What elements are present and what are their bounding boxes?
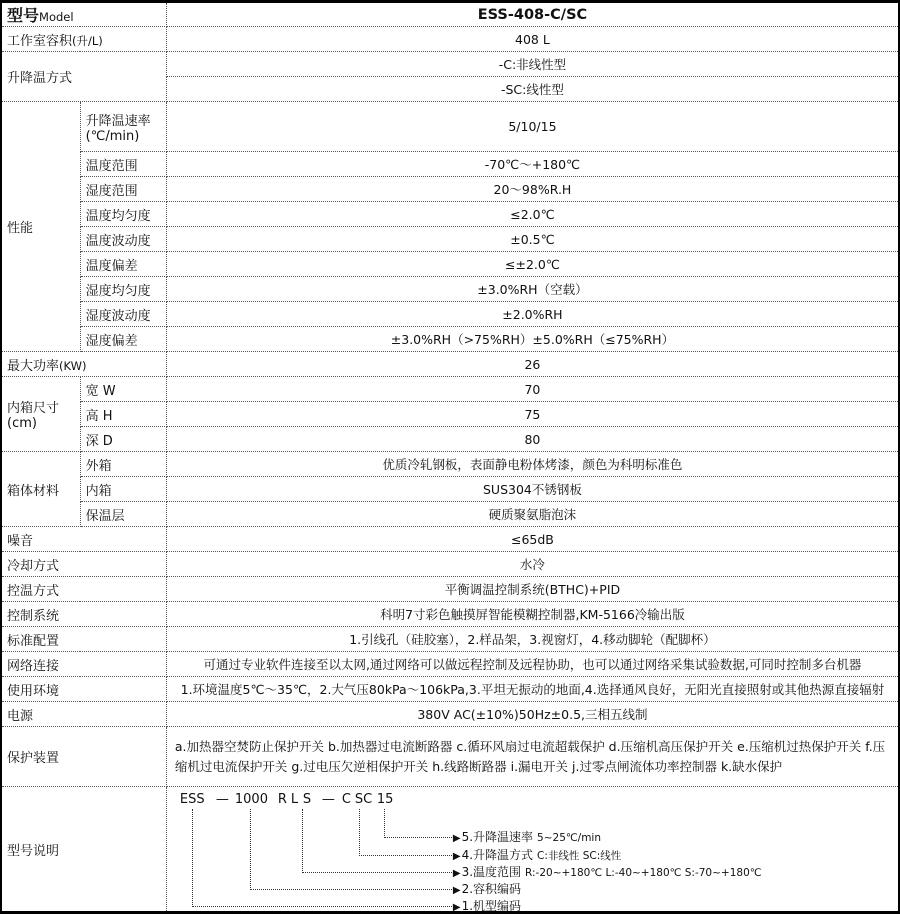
dim-height-label: 高 H xyxy=(80,402,166,427)
volume-value: 408 L xyxy=(166,27,899,52)
model-legend-label: 型号说明 xyxy=(1,787,166,913)
legend-3-text: 3.温度范围 xyxy=(461,865,522,879)
ramp-mode-value-1: -C:非线性型 xyxy=(166,52,899,77)
legend-4-detail: C:非线性 SC:线性 xyxy=(537,850,622,862)
perf-temp-fluctuation-label: 温度波动度 xyxy=(80,227,166,252)
arrow-icon: ▶ xyxy=(452,868,461,879)
arrow-icon: ▶ xyxy=(452,902,461,913)
row-power-supply xyxy=(1,702,899,727)
perf-temp-deviation-label: 温度偏差 xyxy=(80,252,166,277)
row-network xyxy=(1,652,899,677)
row-cooling xyxy=(1,552,899,577)
legend-5-text: 5.升降温速率 xyxy=(461,830,534,844)
perf-humi-uniformity-label: 湿度均匀度 xyxy=(80,277,166,302)
legend-3-detail: R:-20~+180℃ L:-40~+180℃ S:-70~+180℃ xyxy=(525,867,762,879)
row-perf-humi-uniformity xyxy=(1,277,899,302)
model-legend-cell xyxy=(166,787,899,913)
model-label-cn: 型号 xyxy=(7,6,40,25)
perf-rate-label-line1: 升降温速率 xyxy=(85,113,151,129)
row-perf-rate xyxy=(1,102,899,152)
performance-group-label: 性能 xyxy=(1,102,80,352)
row-material-insulation xyxy=(1,502,899,527)
volume-label-suffix: (升/L) xyxy=(72,33,103,48)
row-model xyxy=(1,2,899,27)
power-supply-label: 电源 xyxy=(1,702,166,727)
network-value: 可通过专业软件连接至以太网,通过网络可以做远程控制及远程协助，也可以通过网络采集试验数据,可同时控制多台机器 xyxy=(166,652,899,677)
perf-humi-range-label: 湿度范围 xyxy=(80,177,166,202)
model-label-cell xyxy=(1,2,166,27)
row-noise xyxy=(1,527,899,552)
legend-item-4 xyxy=(453,846,621,864)
material-inner-label: 内箱 xyxy=(80,477,166,502)
material-outer-label: 外箱 xyxy=(80,452,166,477)
perf-humi-fluctuation-label: 湿度波动度 xyxy=(80,302,166,327)
row-control-system xyxy=(1,602,899,627)
arrow-icon: ▶ xyxy=(452,885,461,896)
row-temp-control xyxy=(1,577,899,602)
material-insulation-label: 保温层 xyxy=(80,502,166,527)
perf-humi-fluctuation-value: ±2.0%RH xyxy=(166,302,899,327)
legend-item-2 xyxy=(453,880,521,898)
control-system-value: 科明7寸彩色触摸屏智能模糊控制器,KM-5166冷输出版 xyxy=(166,602,899,627)
noise-value: ≤65dB xyxy=(166,527,899,552)
code-r: R xyxy=(277,792,287,807)
material-inner-value: SUS304不锈钢板 xyxy=(166,477,899,502)
row-perf-humi-fluctuation xyxy=(1,302,899,327)
row-perf-temp-fluctuation xyxy=(1,227,899,252)
perf-humi-deviation-label: 湿度偏差 xyxy=(80,327,166,352)
max-power-label-cell xyxy=(1,352,166,377)
row-material-outer xyxy=(1,452,899,477)
temp-control-value: 平衡调温控制系统(BTHC)+PID xyxy=(166,577,899,602)
temp-control-label: 控温方式 xyxy=(1,577,166,602)
row-material-inner xyxy=(1,477,899,502)
perf-temp-uniformity-value: ≤2.0℃ xyxy=(166,202,899,227)
code-dash1: — xyxy=(215,792,229,807)
arrow-icon: ▶ xyxy=(452,851,461,862)
protection-label: 保护装置 xyxy=(1,727,166,787)
row-dim-height xyxy=(1,402,899,427)
standard-config-label: 标准配置 xyxy=(1,627,166,652)
dim-width-value: 70 xyxy=(166,377,899,402)
row-max-power xyxy=(1,352,899,377)
dims-label-line1: 内箱尺寸 xyxy=(7,401,60,416)
material-outer-value: 优质冷轧钢板，表面静电粉体烤漆，颜色为科明标准色 xyxy=(166,452,899,477)
model-label-en: Model xyxy=(39,10,74,24)
perf-humi-deviation-value: ±3.0%RH（>75%RH）±5.0%RH（≤75%RH） xyxy=(166,327,899,352)
dims-label-line2: (cm) xyxy=(7,416,37,431)
code-volume: 1000 xyxy=(234,792,268,807)
max-power-label-suffix: (KW) xyxy=(59,358,87,373)
perf-rate-label xyxy=(80,102,166,152)
row-ramp-mode-1 xyxy=(1,52,899,77)
dim-depth-label: 深 D xyxy=(80,427,166,452)
protection-value: a.加热器空焚防止保护开关 b.加热器过电流断路器 c.循环风扇过电流超载保护 d.压缩机高压保护开关 e.压缩机过热保护开关 f.压缩机过电流保护开关 g.过电压欠逆相保护开关 h.线路断路器 i.漏电开关 j.过零点闸流体功率控制器 k.缺水保护 xyxy=(166,727,899,787)
perf-temp-deviation-value: ≤±2.0℃ xyxy=(166,252,899,277)
materials-group-label: 箱体材料 xyxy=(1,452,80,527)
noise-label: 噪音 xyxy=(1,527,166,552)
ramp-mode-label: 升降温方式 xyxy=(1,52,166,102)
row-perf-temp-uniformity xyxy=(1,202,899,227)
code-dash2: — xyxy=(321,792,335,807)
legend-item-1 xyxy=(453,897,521,913)
code-s: S xyxy=(302,792,312,807)
dims-group-label xyxy=(1,377,80,452)
cooling-label: 冷却方式 xyxy=(1,552,166,577)
row-perf-humi-range xyxy=(1,177,899,202)
row-perf-temp-deviation xyxy=(1,252,899,277)
row-protection xyxy=(1,727,899,787)
volume-label-cell xyxy=(1,27,166,52)
ramp-mode-value-2: -SC:线性型 xyxy=(166,77,899,102)
row-dim-depth xyxy=(1,427,899,452)
code-prefix: ESS xyxy=(179,792,205,807)
code-sc: SC xyxy=(354,792,373,807)
control-system-label: 控制系统 xyxy=(1,602,166,627)
arrow-icon: ▶ xyxy=(452,833,461,844)
legend-5-detail: 5~25℃/min xyxy=(537,832,602,844)
cooling-value: 水冷 xyxy=(166,552,899,577)
standard-config-value: 1.引线孔（硅胶塞），2.样品架，3.视窗灯，4.移动脚轮（配脚杯） xyxy=(166,627,899,652)
code-c: C xyxy=(341,792,351,807)
model-code-diagram xyxy=(167,787,898,911)
legend-item-5 xyxy=(453,828,601,846)
code-rate: 15 xyxy=(376,792,394,807)
power-supply-value: 380V AC(±10%)50Hz±0.5,三相五线制 xyxy=(166,702,899,727)
perf-temp-range-label: 温度范围 xyxy=(80,152,166,177)
perf-rate-label-line2: (℃/min) xyxy=(85,128,140,144)
volume-label: 工作室容积 xyxy=(7,33,73,49)
network-label: 网络连接 xyxy=(1,652,166,677)
row-model-legend xyxy=(1,787,899,913)
legend-1-text: 1.机型编码 xyxy=(461,899,522,913)
model-value: ESS-408-C/SC xyxy=(166,2,899,27)
dim-height-value: 75 xyxy=(166,402,899,427)
max-power-value: 26 xyxy=(166,352,899,377)
code-l: L xyxy=(290,792,299,807)
row-environment xyxy=(1,677,899,702)
row-standard-config xyxy=(1,627,899,652)
perf-temp-uniformity-label: 温度均匀度 xyxy=(80,202,166,227)
max-power-label: 最大功率 xyxy=(7,358,60,374)
environment-label: 使用环境 xyxy=(1,677,166,702)
perf-humi-range-value: 20～98%R.H xyxy=(166,177,899,202)
row-perf-temp-range xyxy=(1,152,899,177)
perf-temp-range-value: -70℃～+180℃ xyxy=(166,152,899,177)
row-perf-humi-deviation xyxy=(1,327,899,352)
environment-value: 1.环境温度5℃～35℃，2.大气压80kPa～106kPa,3.平坦无振动的地面,4.选择通风良好，无阳光直接照射或其他热源直接辐射 xyxy=(166,677,899,702)
legend-4-text: 4.升降温方式 xyxy=(461,848,534,862)
perf-humi-uniformity-value: ±3.0%RH（空载） xyxy=(166,277,899,302)
material-insulation-value: 硬质聚氨脂泡沫 xyxy=(166,502,899,527)
row-dim-width xyxy=(1,377,899,402)
legend-item-3 xyxy=(453,863,762,881)
perf-rate-value: 5/10/15 xyxy=(166,102,899,152)
dim-depth-value: 80 xyxy=(166,427,899,452)
connector-type xyxy=(192,809,454,907)
dim-width-label: 宽 W xyxy=(80,377,166,402)
row-volume xyxy=(1,27,899,52)
legend-2-text: 2.容积编码 xyxy=(461,882,522,896)
perf-temp-fluctuation-value: ±0.5℃ xyxy=(166,227,899,252)
